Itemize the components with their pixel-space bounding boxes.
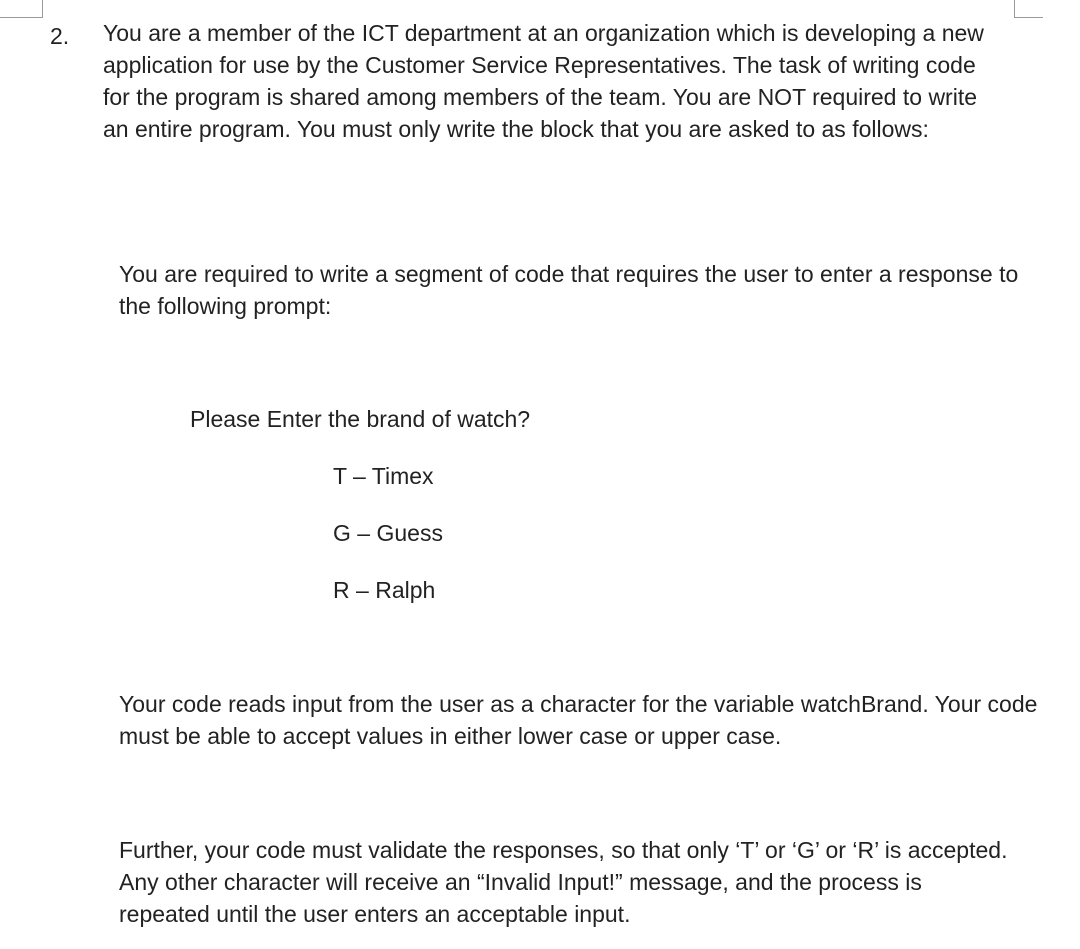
option-timex <box>333 460 434 492</box>
page-corner-top-right <box>1014 0 1043 18</box>
option-label: Timex <box>371 463 434 489</box>
option-guess <box>333 517 443 549</box>
task-description: You are required to write a segment of code that requires the user to enter a response to the following prompt: <box>119 261 1019 319</box>
option-separator: – <box>346 463 372 489</box>
page-corner-top-left <box>0 0 43 18</box>
option-label: Ralph <box>375 577 436 603</box>
prompt-text: Please Enter the brand of watch? <box>190 406 531 432</box>
option-ralph <box>333 574 435 606</box>
option-key: T <box>333 463 347 489</box>
option-separator: – <box>349 577 376 603</box>
option-label: Guess <box>376 520 443 546</box>
option-key: R <box>333 577 350 603</box>
option-key: G <box>333 520 351 546</box>
input-description: Your code reads input from the user as a character for the variable watchBrand. Your code must be able to accept values in either lower case or upper case. <box>119 691 1038 749</box>
question-number: 2. <box>50 23 70 49</box>
validation-description: Further, your code must validate the responses, so that only ‘T’ or ‘G’ or ‘R’ is accepted. Any other character will receive an “Invalid Input!” message, and the process is repeated until the user enters an acceptable input. <box>119 837 1008 927</box>
option-separator: – <box>350 520 377 546</box>
question-intro: You are a member of the ICT department at an organization which is developing a new application for use by the Customer Service Representatives. The task of writing code for the program is shared among members of the team. You are NOT required to write an entire program. You must only write the block that you are asked to as follows: <box>103 20 984 142</box>
